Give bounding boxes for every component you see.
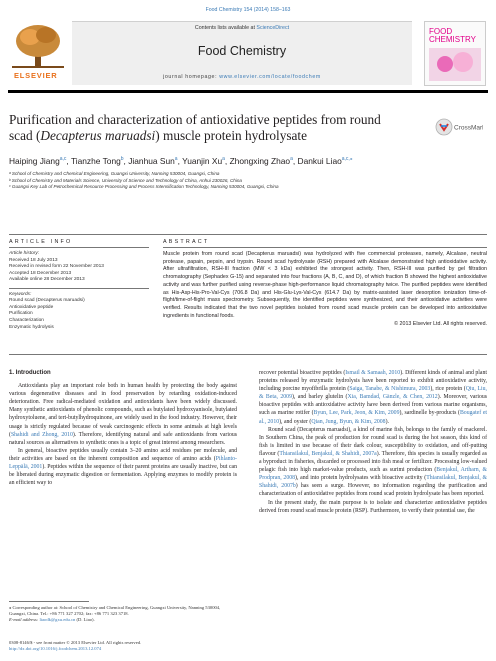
cover-title-line-2: CHEMISTRY (429, 35, 476, 44)
header-divider (9, 234, 487, 235)
masthead-rule (8, 90, 488, 93)
crossmark-icon (435, 117, 483, 137)
citation-link[interactable]: Benjakul, Artharn, & Prodpran, 2008 (259, 467, 487, 482)
paragraph-text: ), and into protein hydrolysates with bioactive activity ( (295, 475, 427, 482)
email-link[interactable]: liaodk@gxu.edu.cn (39, 617, 76, 623)
citation-link[interactable]: Thiansilakul, Benjakul, & Shahidi, 2007b (259, 475, 488, 490)
paragraph (9, 382, 237, 447)
author-affiliation-marker[interactable]: a (290, 156, 293, 163)
citation-link[interactable]: Shahidi and Zhong, 2010 (10, 431, 73, 438)
abstract-heading: ABSTRACT (163, 239, 210, 245)
sciencedirect-link[interactable]: ScienceDirect (256, 25, 290, 31)
email-label: E-mail address: (9, 617, 40, 623)
crossmark-badge[interactable] (435, 117, 483, 137)
cover-title-line-1: FOOD (429, 27, 453, 36)
author-name[interactable]: Zhongxing Zhao (229, 156, 291, 166)
homepage-prefix: journal homepage: (163, 74, 220, 80)
paragraph-text: In general, bioactive peptides usually contain 3–20 amino acid residues per molecule, and their activities are based on the inherent composition and sequence of amino acids ( (9, 447, 237, 462)
affiliation-a: ᵃ School of Chemistry and Chemical Engineering, Guangxi University, Nanning 530004, Guangxi, China (9, 171, 220, 176)
keyword-item: Characterization (9, 317, 44, 323)
article-info-heading: ARTICLE INFO (9, 239, 73, 245)
contents-prefix: Contents lists available at (194, 25, 257, 31)
paragraph-text: recover potential bioactive peptides ( (259, 370, 346, 376)
homepage-link[interactable]: www.elsevier.com/locate/foodchem (219, 74, 321, 80)
body-left-column (9, 369, 237, 487)
journal-reference[interactable]: Food Chemistry 154 (2014) 158–163 (205, 7, 291, 13)
affiliations (9, 171, 479, 191)
citation-link[interactable]: Thiansilakul, Benjakul, & Shahidi, 2007a (279, 450, 377, 457)
paragraph (259, 426, 487, 499)
paragraph-text: ), and oyster ( (279, 418, 312, 425)
citation-link[interactable]: Bougatef et al., 2010 (259, 410, 488, 425)
author-affiliation-marker[interactable]: a (222, 156, 225, 163)
keywords-rule (9, 288, 149, 289)
body-right-column (259, 369, 487, 515)
paragraph-text: ) has seen a surge. However, no information regarding the purification and characterization of antioxidative peptides from round scad protein hydrolysate has been reported. (259, 483, 487, 498)
author-name[interactable]: Yuanjin Xu (182, 156, 223, 166)
info-rule (9, 247, 149, 248)
abstract-rule (163, 247, 487, 248)
paragraph-text: ). Different kinds of animal and plant proteins released by enzymatic hydrolysis have been reported to exhibit antioxidative activity, including porcine myofibrilla protein ( (259, 370, 487, 393)
section-heading-introduction: 1. Introduction (9, 370, 51, 376)
title-line-1: Purification and characterization of antioxidative peptides from round (9, 112, 381, 127)
citation-link[interactable]: Saiga, Tanabe, & Nishimura, 2003 (349, 386, 431, 393)
journal-masthead (8, 21, 488, 102)
history-online: Available online 28 December 2013 (9, 277, 85, 283)
masthead-banner (72, 21, 412, 85)
cover-artwork (425, 22, 485, 85)
author-separator: , (66, 156, 71, 166)
author-affiliation-marker[interactable]: a,c (59, 156, 67, 163)
abstract-body (163, 251, 487, 329)
keyword-item: Antioxidative peptide (9, 304, 54, 310)
author-affiliation-marker[interactable]: a (174, 156, 178, 163)
footnote (9, 605, 237, 624)
author-affiliation-marker[interactable]: a,c,⁎ (341, 156, 353, 163)
citation-link[interactable]: Ismail & Samaah, 2010 (345, 370, 401, 376)
author-separator: , (292, 156, 298, 166)
keyword-item: Purification (9, 311, 33, 317)
doi-link[interactable]: http://dx.doi.org/10.1016/j.foodchem.2013.12.074 (9, 646, 102, 652)
paragraph-text: ), and barley glutelin ( (291, 394, 348, 401)
history-received: Received 18 July 2013 (9, 257, 58, 263)
paragraph-text: Round scad (Decapterus maruadsi), a kind of marine fish, belongs to the family of mackerel. In Southern China, the peak of production for round scad is during the hot season, this kind of fish is limited in use because of their dark colour, susceptibility to oxidation, and off-putting flavour ( (259, 426, 487, 457)
citation-link[interactable]: Byun, Lee, Park, Jeon, & Kim, 2009 (313, 410, 400, 417)
author-separator: , (177, 156, 183, 166)
author-list (9, 156, 479, 166)
author-separator: , (123, 156, 129, 166)
article-info (9, 251, 149, 331)
article-title (9, 112, 399, 144)
paragraph-text: ). (385, 418, 389, 425)
email-suffix: (D. Liao). (75, 617, 95, 623)
author-name[interactable]: Tianzhe Tong (70, 156, 121, 166)
footnote-rule (9, 601, 89, 602)
author-name[interactable]: Jianhua Sun (128, 156, 175, 166)
paragraph-text: ), sardinelle by-products ( (399, 410, 460, 417)
journal-homepage (72, 74, 412, 80)
issn-line: 0308-8146/$ - see front matter © 2013 Elsevier Ltd. All rights reserved. (9, 640, 142, 645)
publisher-name: ELSEVIER (14, 71, 58, 80)
paragraph-text: ). Therefore, identifying natural and safe antioxidants from various natural sources as alternatives to synthetic ones is a topic of great interest among researchers. (9, 431, 237, 446)
citation-link[interactable]: Qian, Jung, Byun, & Kim, 2008 (311, 418, 386, 425)
author-name[interactable]: Dankui Liao (297, 156, 342, 166)
paragraph-text: Antioxidants play an important role both in human health by protecting the body against various degenerative diseases and in food preservation by retarding oxidation-induced deterioration. Free radical-mediated oxidation and antioxidants have been widely discussed. Many synthetic antioxidants of phenolic compounds, such as butylated hydroxyanisole, butylated hydroxytoluene, and tert-butylhydroquinone, are widely used in the food industry. However, their usage is strictly regulated because of weak carcinogenic effects in some animals at high levels ( (9, 383, 237, 438)
citation-link[interactable]: Pihlanto-Leppälä, 2001 (9, 455, 237, 471)
contents-line (72, 25, 412, 31)
history-accepted: Accepted 18 December 2013 (9, 270, 72, 276)
corresponding-author-note: ⁎ Corresponding author at: School of Chemistry and Chemical Engineering, Guangxi University, Nanning 530004, Guangxi, China. Tel.: +86 771 327 2702; fax: +86 771 323 3718. (9, 605, 221, 617)
history-revised: Received in revised form 22 November 2013 (9, 264, 104, 270)
paragraph-text: ), rice protein ( (430, 386, 466, 393)
front-matter (9, 640, 309, 652)
title-line-2 (9, 128, 399, 144)
affiliation-c: ᶜ Guangxi Key Lab of Petrochemical Resource Processing and Process Intensification Technology, Nanning 530004, Guangxi, China (9, 184, 279, 190)
paragraph (9, 447, 237, 487)
citation-link[interactable]: Qiu, Liu, & Beta, 2009 (259, 386, 488, 401)
keyword-item: Enzymatic hydrolysis (9, 324, 54, 330)
title-part-b: ) muscle protein hydrolysate (155, 128, 308, 143)
paragraph (259, 369, 487, 426)
abstract-copyright: © 2013 Elsevier Ltd. All rights reserved. (394, 321, 487, 328)
paragraph: In the present study, the main purpose is to isolate and characterize antioxidative peptides derived from round scad muscle protein (RSP). Furthermore, to verify their potential use, the (259, 499, 487, 514)
keyword-item: Round scad (Decapterus maruadsi) (9, 298, 85, 304)
affiliation-b: ᵇ School of Chemistry and Materials Science, University of Science and Technology of China, Anhui 230026, China (9, 177, 242, 183)
keywords-label: Keywords: (9, 291, 32, 297)
paragraph-text: ). Moreover, various bioactive peptides with antioxidative activity have been derived from various marine organisms, such as marine rotifer ( (259, 394, 488, 417)
journal-title: Food Chemistry (197, 44, 287, 58)
citation-link[interactable]: Xia, Bamdad, Gänzle, & Chen, 2012 (347, 394, 438, 401)
paragraph-text: ). Therefore, this species is usually regarded as a byproduct in fisheries, discarded or processed into fish meal or fertilizer. Processing low-valued pelagic fish into high market-value products, such as surimi production ( (259, 450, 487, 474)
author-affiliation-marker[interactable]: b (120, 156, 124, 163)
history-label: Article history: (9, 251, 40, 256)
email-line (9, 617, 237, 623)
elsevier-tree-logo (8, 21, 68, 84)
crossmark-label: CrossMark (454, 124, 483, 132)
author-name[interactable]: Haiping Jiang (9, 156, 60, 166)
title-part-a: scad ( (9, 128, 41, 143)
journal-cover-thumbnail (424, 21, 486, 86)
author-separator: , (224, 156, 230, 166)
paragraph-text: ). Peptides within the sequence of their parent proteins are usually inactive, but can be liberated during enzymatic digestion or fermentation. Applying enzymes to modify protein is an efficient way to (9, 464, 237, 487)
title-species: Decapterus maruadsi (40, 128, 156, 143)
abstract-text: Muscle protein from round scad (Decapterus maruadsi) was hydrolyzed with five commercial proteases, namely, Alcalase, neutral protease, papain, pepsin, and trypsin. Round scad hydrolysate (RSH) prepared with Alcalase demonstrated high antioxidative activity. After ultrafiltration, RSH-III fraction (MW < 3 kDa) exhibited the strongest activity. Then, RSH-III was purified by gel filtration chromatography (Sephadex G-15) and separated into four fractions (A, B, C, and D), of which fraction B showed the highest antioxidative activity and was further purified using reverse-phase high-performance liquid chromatography twice. The purified peptides were identified as His-Asp-His-Pro-Val-Cys (706.8 Da) and His-Glu-Lys-Val-Cys (614.7 Da) by matrix-assisted laser desorption ionization time-of-flight/time-of-flight mass spectrometry. Subsequently, the identified peptides were synthesized, and their antioxidative activities were verified. Results indicated that the two novel peptides isolated from round scad muscle protein can be developed into antioxidative ingredients in functional foods. (163, 251, 487, 319)
abstract-bottom-rule (9, 354, 487, 355)
